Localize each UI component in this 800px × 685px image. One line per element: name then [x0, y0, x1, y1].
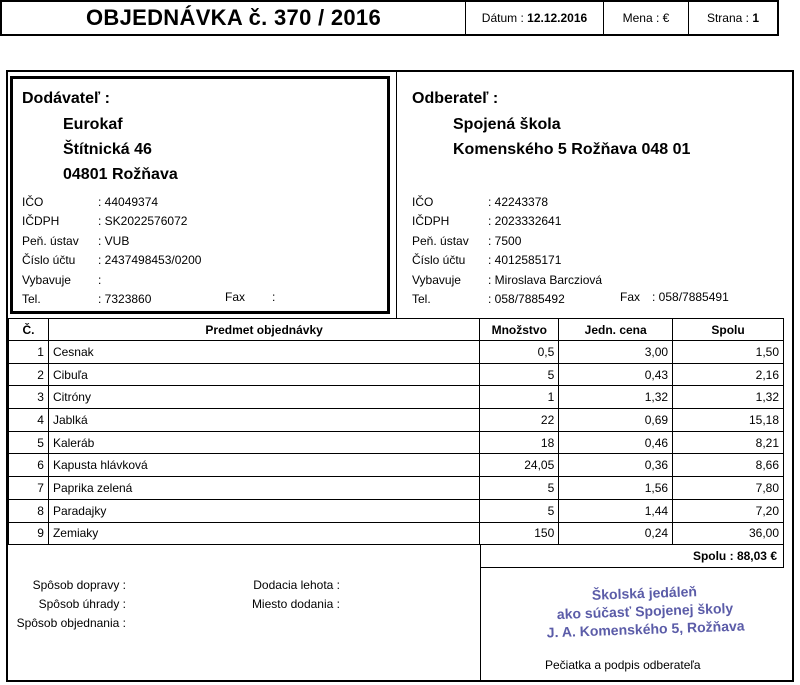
table-header-row — [9, 319, 784, 341]
footer-divider — [480, 568, 481, 680]
currency-cell: Mena : € — [604, 2, 689, 34]
order-header — [0, 0, 779, 36]
supplier-account-value: : 2437498453/0200 — [98, 253, 202, 268]
table-row — [9, 341, 784, 364]
date-cell — [466, 2, 604, 34]
supplier-tel-value: : 7323860 — [98, 292, 152, 307]
customer-handler-value: : Miroslava Barcziová — [488, 272, 603, 287]
item-total: 7,80 — [673, 477, 784, 500]
item-quantity: 5 — [480, 363, 559, 386]
item-quantity: 18 — [480, 431, 559, 454]
item-total: 36,00 — [673, 522, 784, 545]
item-quantity: 150 — [480, 522, 559, 545]
date-label: Dátum : — [481, 11, 524, 25]
supplier-ico-value: : 44049374 — [98, 195, 159, 209]
col-number-header: Č. — [9, 319, 49, 341]
supplier-handler-label: Vybavuje — [22, 272, 71, 287]
row-number: 4 — [9, 409, 49, 432]
item-quantity: 5 — [480, 499, 559, 522]
row-number: 8 — [9, 499, 49, 522]
customer-icdph-label: IČDPH — [412, 214, 450, 229]
supplier-values — [98, 193, 201, 309]
item-name: Jablká — [48, 409, 479, 432]
footer-mid-labels — [230, 576, 340, 614]
item-name: Paradajky — [48, 499, 479, 522]
supplier-bank-label: Peň. ústav — [22, 233, 79, 248]
school-stamp — [529, 580, 761, 642]
item-name: Kaleráb — [48, 431, 479, 454]
total-value: 88,03 € — [736, 548, 777, 563]
party-divider — [396, 72, 397, 318]
supplier-heading: Dodávateľ : — [22, 90, 110, 107]
col-quantity-header: Množstvo — [480, 319, 559, 341]
col-unit-price-header: Jedn. cena — [559, 319, 673, 341]
item-total: 1,50 — [673, 341, 784, 364]
col-item-header: Predmet objednávky — [48, 319, 479, 341]
page-cell — [689, 2, 777, 34]
table-row — [9, 477, 784, 500]
table-row — [9, 409, 784, 432]
customer-ico-value: : 42243378 — [488, 195, 549, 209]
row-number: 2 — [9, 363, 49, 386]
item-total: 8,21 — [673, 431, 784, 454]
supplier-account-label: Číslo účtu — [22, 253, 76, 268]
footer-left-labels — [0, 576, 126, 633]
item-name: Zemiaky — [48, 522, 479, 545]
table-row — [9, 363, 784, 386]
supplier-handler-value: : — [98, 272, 102, 287]
customer-handler-label: Vybavuje — [412, 272, 461, 287]
item-total: 8,66 — [673, 454, 784, 477]
supplier-icdph-label: IČDPH — [22, 214, 60, 229]
ordering-label: Spôsob objednania : — [16, 616, 126, 630]
customer-labels — [412, 193, 469, 309]
item-total: 1,32 — [673, 386, 784, 409]
customer-bank-label: Peň. ústav — [412, 233, 469, 248]
table-row — [9, 499, 784, 522]
customer-address: Komenského 5 Rožňava 048 01 — [453, 141, 691, 158]
row-number: 5 — [9, 431, 49, 454]
row-number: 1 — [9, 341, 49, 364]
stamp-line-1: Školská jedáleň — [591, 583, 698, 603]
table-row — [9, 522, 784, 545]
supplier-icdph-value: : SK2022576072 — [98, 214, 188, 229]
payment-label: Spôsob úhrady : — [38, 597, 126, 611]
customer-values — [488, 193, 602, 309]
items-table — [8, 318, 784, 545]
supplier-labels — [22, 193, 79, 309]
item-name: Kapusta hlávková — [48, 454, 479, 477]
table-row — [9, 431, 784, 454]
item-unit-price: 1,32 — [559, 386, 673, 409]
delivery-place-label: Miesto dodania : — [251, 597, 340, 611]
item-quantity: 24,05 — [480, 454, 559, 477]
customer-ico-label: IČO — [412, 195, 434, 209]
item-name: Cesnak — [48, 341, 479, 364]
item-total: 7,20 — [673, 499, 784, 522]
customer-icdph-value: : 2023332641 — [488, 214, 562, 229]
item-name: Paprika zelená — [48, 477, 479, 500]
item-name: Cibuľa — [48, 363, 479, 386]
customer-heading: Odberateľ : — [412, 90, 499, 107]
signature-caption: Pečiatka a podpis odberateľa — [545, 658, 701, 672]
supplier-bank-value: : VUB — [98, 233, 130, 248]
supplier-fax-label: Fax — [225, 290, 246, 304]
order-title: OBJEDNÁVKA č. 370 / 2016 — [2, 2, 466, 34]
customer-tel-value: : 058/7885492 — [488, 292, 565, 307]
customer-fax-value: : 058/7885491 — [652, 290, 729, 304]
page-value: 1 — [752, 11, 760, 25]
item-quantity: 5 — [480, 477, 559, 500]
item-unit-price: 0,43 — [559, 363, 673, 386]
col-total-header: Spolu — [673, 319, 784, 341]
customer-account-value: : 4012585171 — [488, 253, 562, 268]
supplier-tel-label: Tel. — [22, 292, 41, 307]
item-unit-price: 3,00 — [559, 341, 673, 364]
customer-bank-value: : 7500 — [488, 233, 522, 248]
row-number: 9 — [9, 522, 49, 545]
table-row — [9, 454, 784, 477]
item-unit-price: 0,69 — [559, 409, 673, 432]
customer-name: Spojená škola — [453, 116, 561, 133]
item-unit-price: 1,56 — [559, 477, 673, 500]
table-row — [9, 386, 784, 409]
item-quantity: 0,5 — [480, 341, 559, 364]
total-label: Spolu : — [692, 548, 734, 563]
page-label: Strana : — [706, 11, 749, 25]
item-name: Citróny — [48, 386, 479, 409]
supplier-name: Eurokaf — [63, 116, 123, 133]
transport-label: Spôsob dopravy : — [32, 578, 126, 592]
supplier-street: Štítnická 46 — [63, 141, 152, 158]
total-row — [480, 544, 784, 568]
supplier-city: 04801 Rožňava — [63, 166, 178, 183]
date-value: 12.12.2016 — [527, 11, 588, 25]
row-number: 7 — [9, 477, 49, 500]
item-total: 15,18 — [673, 409, 784, 432]
item-total: 2,16 — [673, 363, 784, 386]
delivery-time-label: Dodacia lehota : — [253, 578, 340, 592]
customer-tel-label: Tel. — [412, 292, 431, 307]
item-quantity: 22 — [480, 409, 559, 432]
customer-account-label: Číslo účtu — [412, 253, 466, 268]
row-number: 3 — [9, 386, 49, 409]
stamp-line-3: J. A. Komenského 5, Rožňava — [546, 617, 745, 641]
item-unit-price: 1,44 — [559, 499, 673, 522]
supplier-ico-label: IČO — [22, 195, 44, 209]
customer-fax-label: Fax — [620, 290, 641, 304]
row-number: 6 — [9, 454, 49, 477]
stamp-line-2: ako súčasť Spojenej školy — [556, 599, 734, 623]
supplier-fax-value: : — [272, 290, 276, 304]
item-unit-price: 0,46 — [559, 431, 673, 454]
item-unit-price: 0,36 — [559, 454, 673, 477]
item-quantity: 1 — [480, 386, 559, 409]
item-unit-price: 0,24 — [559, 522, 673, 545]
